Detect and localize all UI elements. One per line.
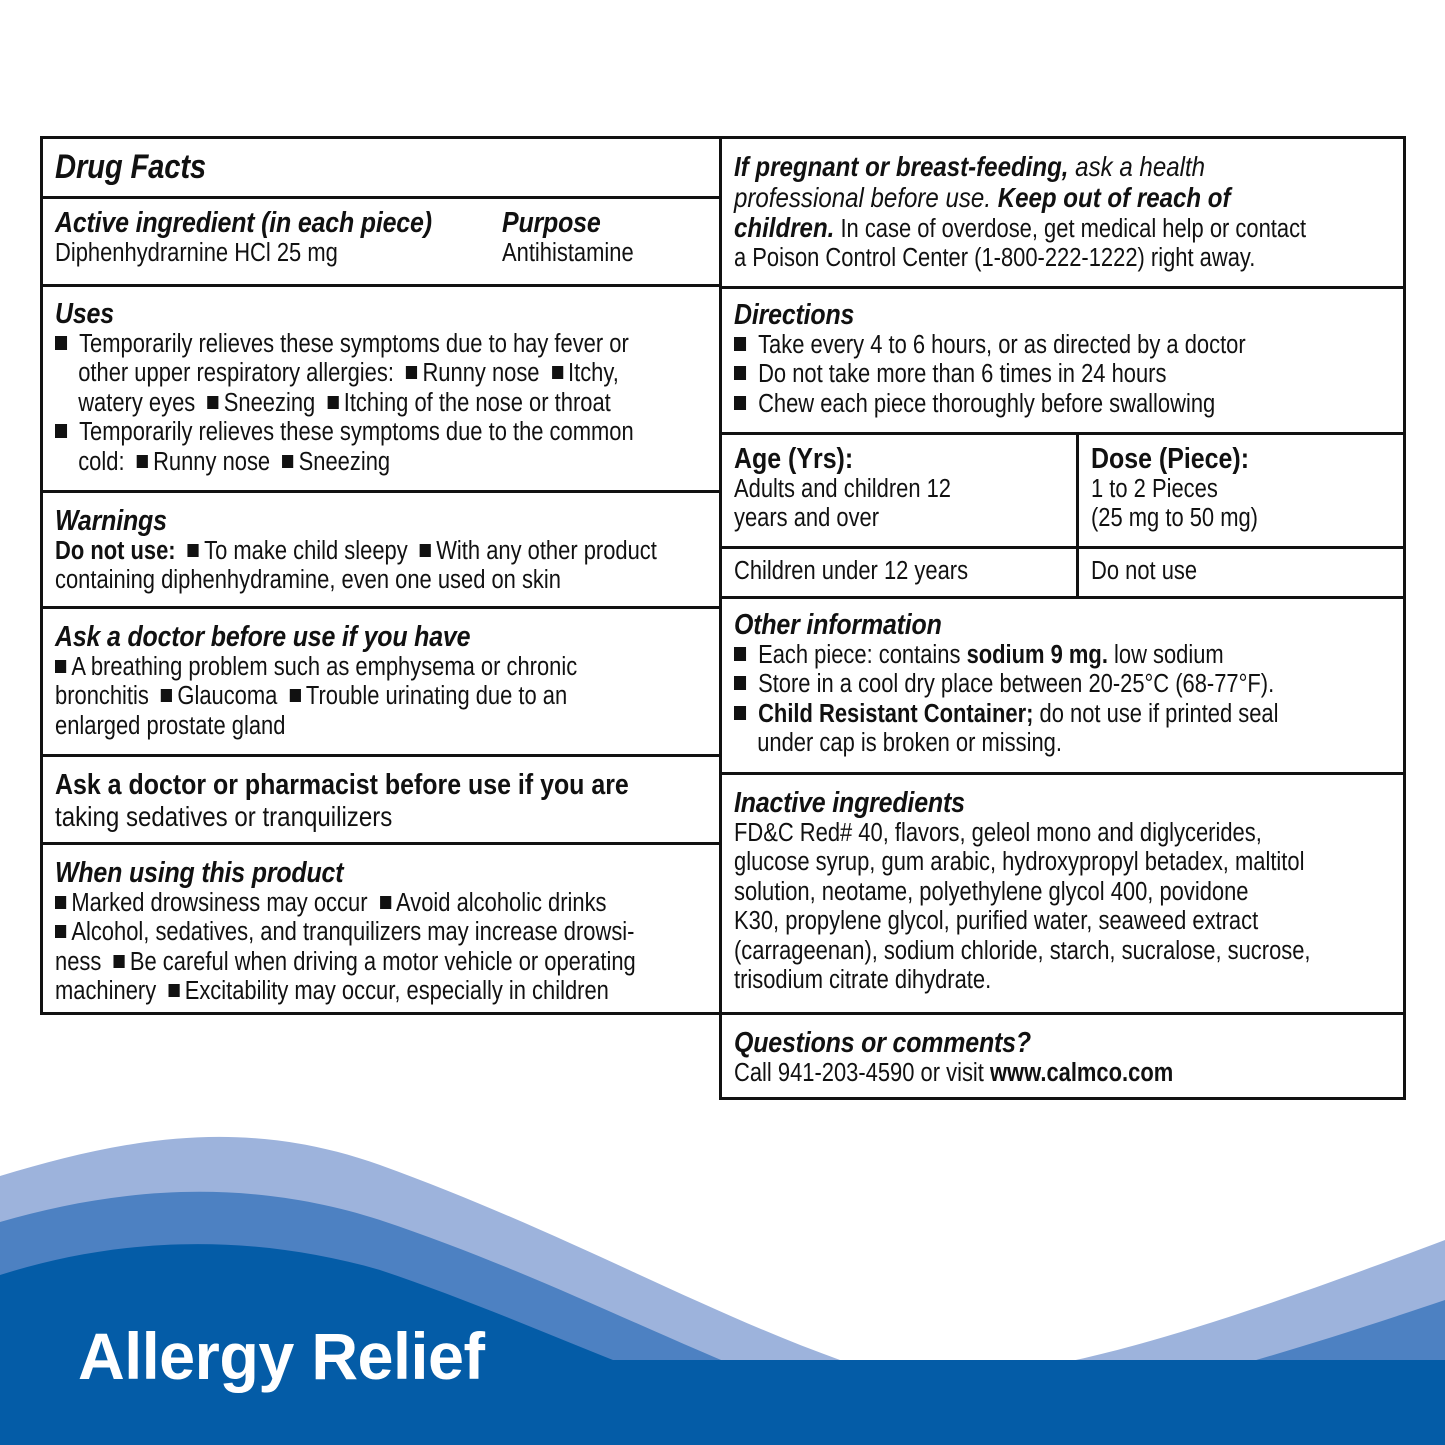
dose-cell: 1 to 2 Pieces <box>1091 475 1218 503</box>
bullet-icon <box>55 424 67 438</box>
pregnancy-text: ask a health <box>1075 151 1206 182</box>
warnings-heading: Warnings <box>55 505 167 537</box>
inactive-ingredients-line: FD&C Red# 40, flavors, geleol mono and diglycerides, <box>734 819 1262 847</box>
warning-item: To make child sleepy <box>204 537 408 565</box>
uses-item: Runny nose <box>153 447 271 476</box>
child-resistant-label: Child Resistant Container; <box>758 699 1034 728</box>
ask-pharmacist-text: taking sedatives or tranquilizers <box>55 801 393 832</box>
bullet-icon <box>188 544 199 557</box>
uses-heading: Uses <box>55 298 114 330</box>
direction-item: Take every 4 to 6 hours, or as directed by a doctor <box>758 331 1246 359</box>
purpose-value: Antihistamine <box>502 239 634 267</box>
bullet-icon <box>380 896 391 909</box>
bullet-icon <box>55 925 66 938</box>
uses-item: Itching of the nose or throat <box>343 388 611 417</box>
ask-doctor-item: Glaucoma <box>177 682 278 711</box>
questions-text: Call 941-203-4590 or visit <box>734 1059 984 1087</box>
drug-facts-right-panel <box>719 136 1406 1100</box>
bullet-icon <box>734 676 746 690</box>
bullet-icon <box>406 366 417 379</box>
drug-facts-title: Drug Facts <box>55 148 207 186</box>
uses-item: Runny nose <box>422 359 540 388</box>
other-info-heading: Other information <box>734 609 942 641</box>
age-cell: years and over <box>734 504 880 533</box>
active-ingredient-value: Diphenhydrarnine HCl 25 mg <box>55 239 338 267</box>
directions-section <box>722 289 1403 435</box>
bullet-icon <box>137 455 148 468</box>
ask-pharmacist-section <box>43 757 719 845</box>
pregnancy-text: professional before use. <box>734 182 992 213</box>
storage-text: Store in a cool dry place between 20-25°C (68-77°F). <box>758 670 1275 699</box>
directions-heading: Directions <box>734 299 855 331</box>
bullet-icon <box>552 366 563 379</box>
drug-facts-left-panel <box>40 136 722 1015</box>
ask-doctor-item: Trouble urinating due to an <box>305 682 568 711</box>
sodium-content: sodium 9 mg. <box>966 641 1108 669</box>
inactive-ingredients-line: glucose syrup, gum arabic, hydroxypropyl betadex, maltitol <box>734 848 1305 877</box>
bullet-icon <box>55 336 67 350</box>
pregnancy-section <box>722 139 1403 289</box>
active-ingredient-heading: Active ingredient (in each piece) <box>55 207 432 239</box>
inactive-ingredients-section <box>722 775 1403 1015</box>
bullet-icon <box>734 706 746 720</box>
dose-cell: Do not use <box>1091 557 1198 585</box>
ask-pharmacist-heading: Ask a doctor or pharmacist before use if you are <box>55 769 629 801</box>
age-cell: Adults and children 12 <box>734 475 952 503</box>
other-info-text: Each piece: contains <box>758 641 961 669</box>
bullet-icon <box>327 396 338 409</box>
pregnancy-warning: If pregnant or breast-feeding, <box>734 151 1069 182</box>
when-using-item: Avoid alcoholic drinks <box>396 889 607 917</box>
keep-out-of-reach: children. <box>734 212 835 243</box>
ask-doctor-item: A breathing problem such as emphysema or chronic <box>71 653 578 681</box>
when-using-item: machinery <box>55 977 157 1006</box>
warning-continuation: containing diphenhydramine, even one used on skin <box>55 566 561 595</box>
poison-control-text: a Poison Control Center (1-800-222-1222) right away. <box>734 244 1256 273</box>
dosage-table-header-row <box>722 435 1403 549</box>
bullet-icon <box>114 955 125 968</box>
dose-cell: (25 mg to 50 mg) <box>1091 504 1258 533</box>
direction-item: Chew each piece thoroughly before swallowing <box>758 389 1216 418</box>
ask-doctor-heading: Ask a doctor before use if you have <box>55 621 471 653</box>
bullet-icon <box>734 337 746 351</box>
inactive-ingredients-line: (carrageenan), sodium chloride, starch, sucralose, sucrose, <box>734 936 1311 965</box>
ask-doctor-item: bronchitis <box>55 682 149 711</box>
bullet-icon <box>734 366 746 380</box>
bullet-icon <box>420 544 431 557</box>
bullet-icon <box>734 647 746 661</box>
uses-item: Itchy, <box>568 359 619 388</box>
bullet-icon <box>55 660 66 673</box>
bullet-icon <box>282 455 293 468</box>
when-using-heading: When using this product <box>55 857 344 889</box>
bullet-icon <box>168 984 179 997</box>
website-link[interactable]: www.calmco.com <box>989 1059 1174 1087</box>
product-name-banner: Allergy Relief <box>78 1319 485 1393</box>
uses-line: other upper respiratory allergies: <box>78 359 394 388</box>
other-info-section <box>722 599 1403 775</box>
when-using-section <box>43 845 719 1015</box>
other-info-text: do not use if printed seal <box>1039 699 1279 728</box>
purpose-heading: Purpose <box>502 207 601 239</box>
questions-section <box>722 1015 1403 1097</box>
wave-banner-graphic <box>0 1120 1445 1445</box>
ask-doctor-section <box>43 609 719 757</box>
bullet-icon <box>290 689 301 702</box>
inactive-ingredients-line: trisodium citrate dihydrate. <box>734 966 992 995</box>
direction-item: Do not take more than 6 times in 24 hours <box>758 360 1167 389</box>
active-ingredient-section <box>43 199 719 287</box>
other-info-text: under cap is broken or missing. <box>757 729 1062 758</box>
when-using-item: Be careful when driving a motor vehicle or operating <box>129 947 636 976</box>
uses-line: Temporarily relieves these symptoms due to the common <box>79 418 634 447</box>
keep-out-of-reach: Keep out of reach of <box>997 182 1231 213</box>
warnings-section <box>43 493 719 609</box>
warning-item: With any other product <box>436 537 657 565</box>
bullet-icon <box>207 396 218 409</box>
uses-line: cold: <box>78 447 125 476</box>
bullet-icon <box>161 689 172 702</box>
dosage-table-row <box>722 549 1403 599</box>
when-using-item: Marked drowsiness may occur <box>71 889 368 917</box>
bullet-icon <box>734 396 746 410</box>
uses-line: Temporarily relieves these symptoms due to hay fever or <box>79 330 629 358</box>
uses-item: watery eyes <box>78 388 196 417</box>
ask-doctor-item: enlarged prostate gland <box>55 711 286 740</box>
questions-heading: Questions or comments? <box>734 1027 1031 1059</box>
do-not-use-label: Do not use: <box>55 537 176 565</box>
when-using-item: Alcohol, sedatives, and tranquilizers may increase drowsi- <box>71 918 635 947</box>
dose-column-heading: Dose (Piece): <box>1091 443 1250 475</box>
uses-item: Sneezing <box>298 447 391 476</box>
when-using-item: Excitability may occur, especially in children <box>184 977 609 1006</box>
uses-item: Sneezing <box>223 388 316 417</box>
uses-section <box>43 287 719 493</box>
inactive-ingredients-line: solution, neotame, polyethylene glycol 400, povidone <box>734 877 1249 906</box>
overdose-text: In case of overdose, get medical help or contact <box>840 215 1307 243</box>
age-cell: Children under 12 years <box>734 557 969 585</box>
other-info-text: low sodium <box>1114 641 1224 669</box>
drug-facts-title-section <box>43 139 719 199</box>
inactive-ingredients-line: K30, propylene glycol, purified water, seaweed extract <box>734 907 1259 936</box>
inactive-ingredients-heading: Inactive ingredients <box>734 787 965 819</box>
when-using-item: ness <box>55 947 102 976</box>
age-column-heading: Age (Yrs): <box>734 443 854 475</box>
bullet-icon <box>55 896 66 909</box>
